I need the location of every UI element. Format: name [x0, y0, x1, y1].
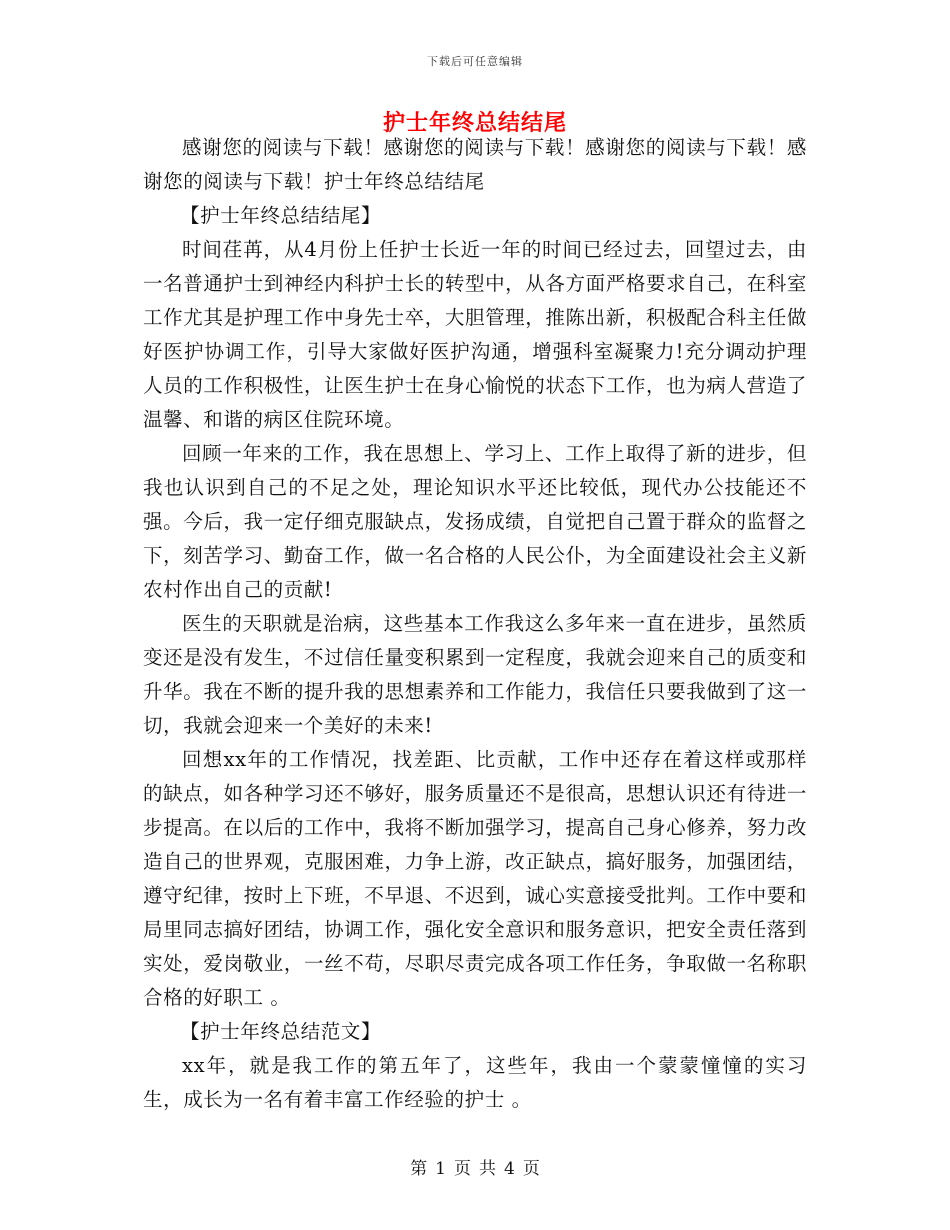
header-note: 下载后可任意编辑 — [427, 55, 523, 68]
footer-current-page: 1 — [435, 1159, 446, 1179]
section-heading-sample: 【护士年终总结范文】 — [180, 1020, 382, 1043]
footer-page-word: 页 — [454, 1159, 471, 1179]
document-body — [143, 131, 807, 1117]
page-footer — [0, 1154, 950, 1179]
footer-prefix: 第 — [410, 1159, 428, 1179]
paragraph: 时间荏苒，从4月份上任护士长近一年的时间已经过去，回望过去，由一名普通护士到神经内科护士长的转型中，从各方面严格要求自己，在科室工作尤其是护理工作中身先士卒，大胆管理，推陈出新，积极配合科主任做好医护协调工作，引导大家做好医护沟通，增强科室凝聚力!充分调动护理人员的工作积极性，让医生护士在身心愉悦的状态下工作，也为病人营造了温馨、和谐的病区住院环境。 — [143, 238, 807, 431]
paragraph: 医生的天职就是治病，这些基本工作我这么多年来一直在进步，虽然质变还是没有发生，不过信任量变积累到一定程度，我就会迎来自己的质变和升华。我在不断的提升我的思想素养和工作能力，我信任只要我做到了这一切，我就会迎来一个美好的未来! — [143, 612, 807, 737]
paragraph: 回想xx年的工作情况，找差距、比贡献，工作中还存在着这样或那样的缺点，如各种学习还不够好，服务质量还不是很高，思想认识还有待进一步提高。在以后的工作中，我将不断加强学习，提高自己身心修养，努力改造自己的世界观，克服困难，力争上游，改正缺点，搞好服务，加强团结，遵守纪律，按时上下班，不早退、不迟到，诚心实意接受批判。工作中要和局里同志搞好团结，协调工作，强化安全意识和服务意识，把安全责任落到实处，爱岗敬业，一丝不苟，尽职尽责完成各项工作任务，争取做一名称职合格的好职工 。 — [143, 748, 807, 1009]
paragraph: xx年，就是我工作的第五年了，这些年，我由一个蒙蒙憧憧的实习生，成长为一名有着丰富工作经验的护士 。 — [143, 1054, 807, 1111]
document-title: 护士年终总结结尾 — [382, 110, 567, 136]
footer-suffix: 页 — [522, 1159, 540, 1179]
paragraph: 回顾一年来的工作，我在思想上、学习上、工作上取得了新的进步，但我也认识到自己的不足之处，理论知识水平还比较低，现代办公技能还不强。今后，我一定仔细克服缺点，发扬成绩，自觉把自己置于群众的监督之下，刻苦学习、勤奋工作，做一名合格的人民公仆，为全面建设社会主义新农村作出自己的贡献! — [143, 442, 807, 601]
footer-total-pages: 4 — [504, 1159, 515, 1179]
paragraph-intro: 感谢您的阅读与下载！感谢您的阅读与下载！感谢您的阅读与下载！感谢您的阅读与下载！护士年终总结结尾 — [143, 136, 807, 193]
footer-total-prefix: 共 — [479, 1159, 496, 1179]
section-heading-ending: 【护士年终总结结尾】 — [180, 204, 382, 227]
